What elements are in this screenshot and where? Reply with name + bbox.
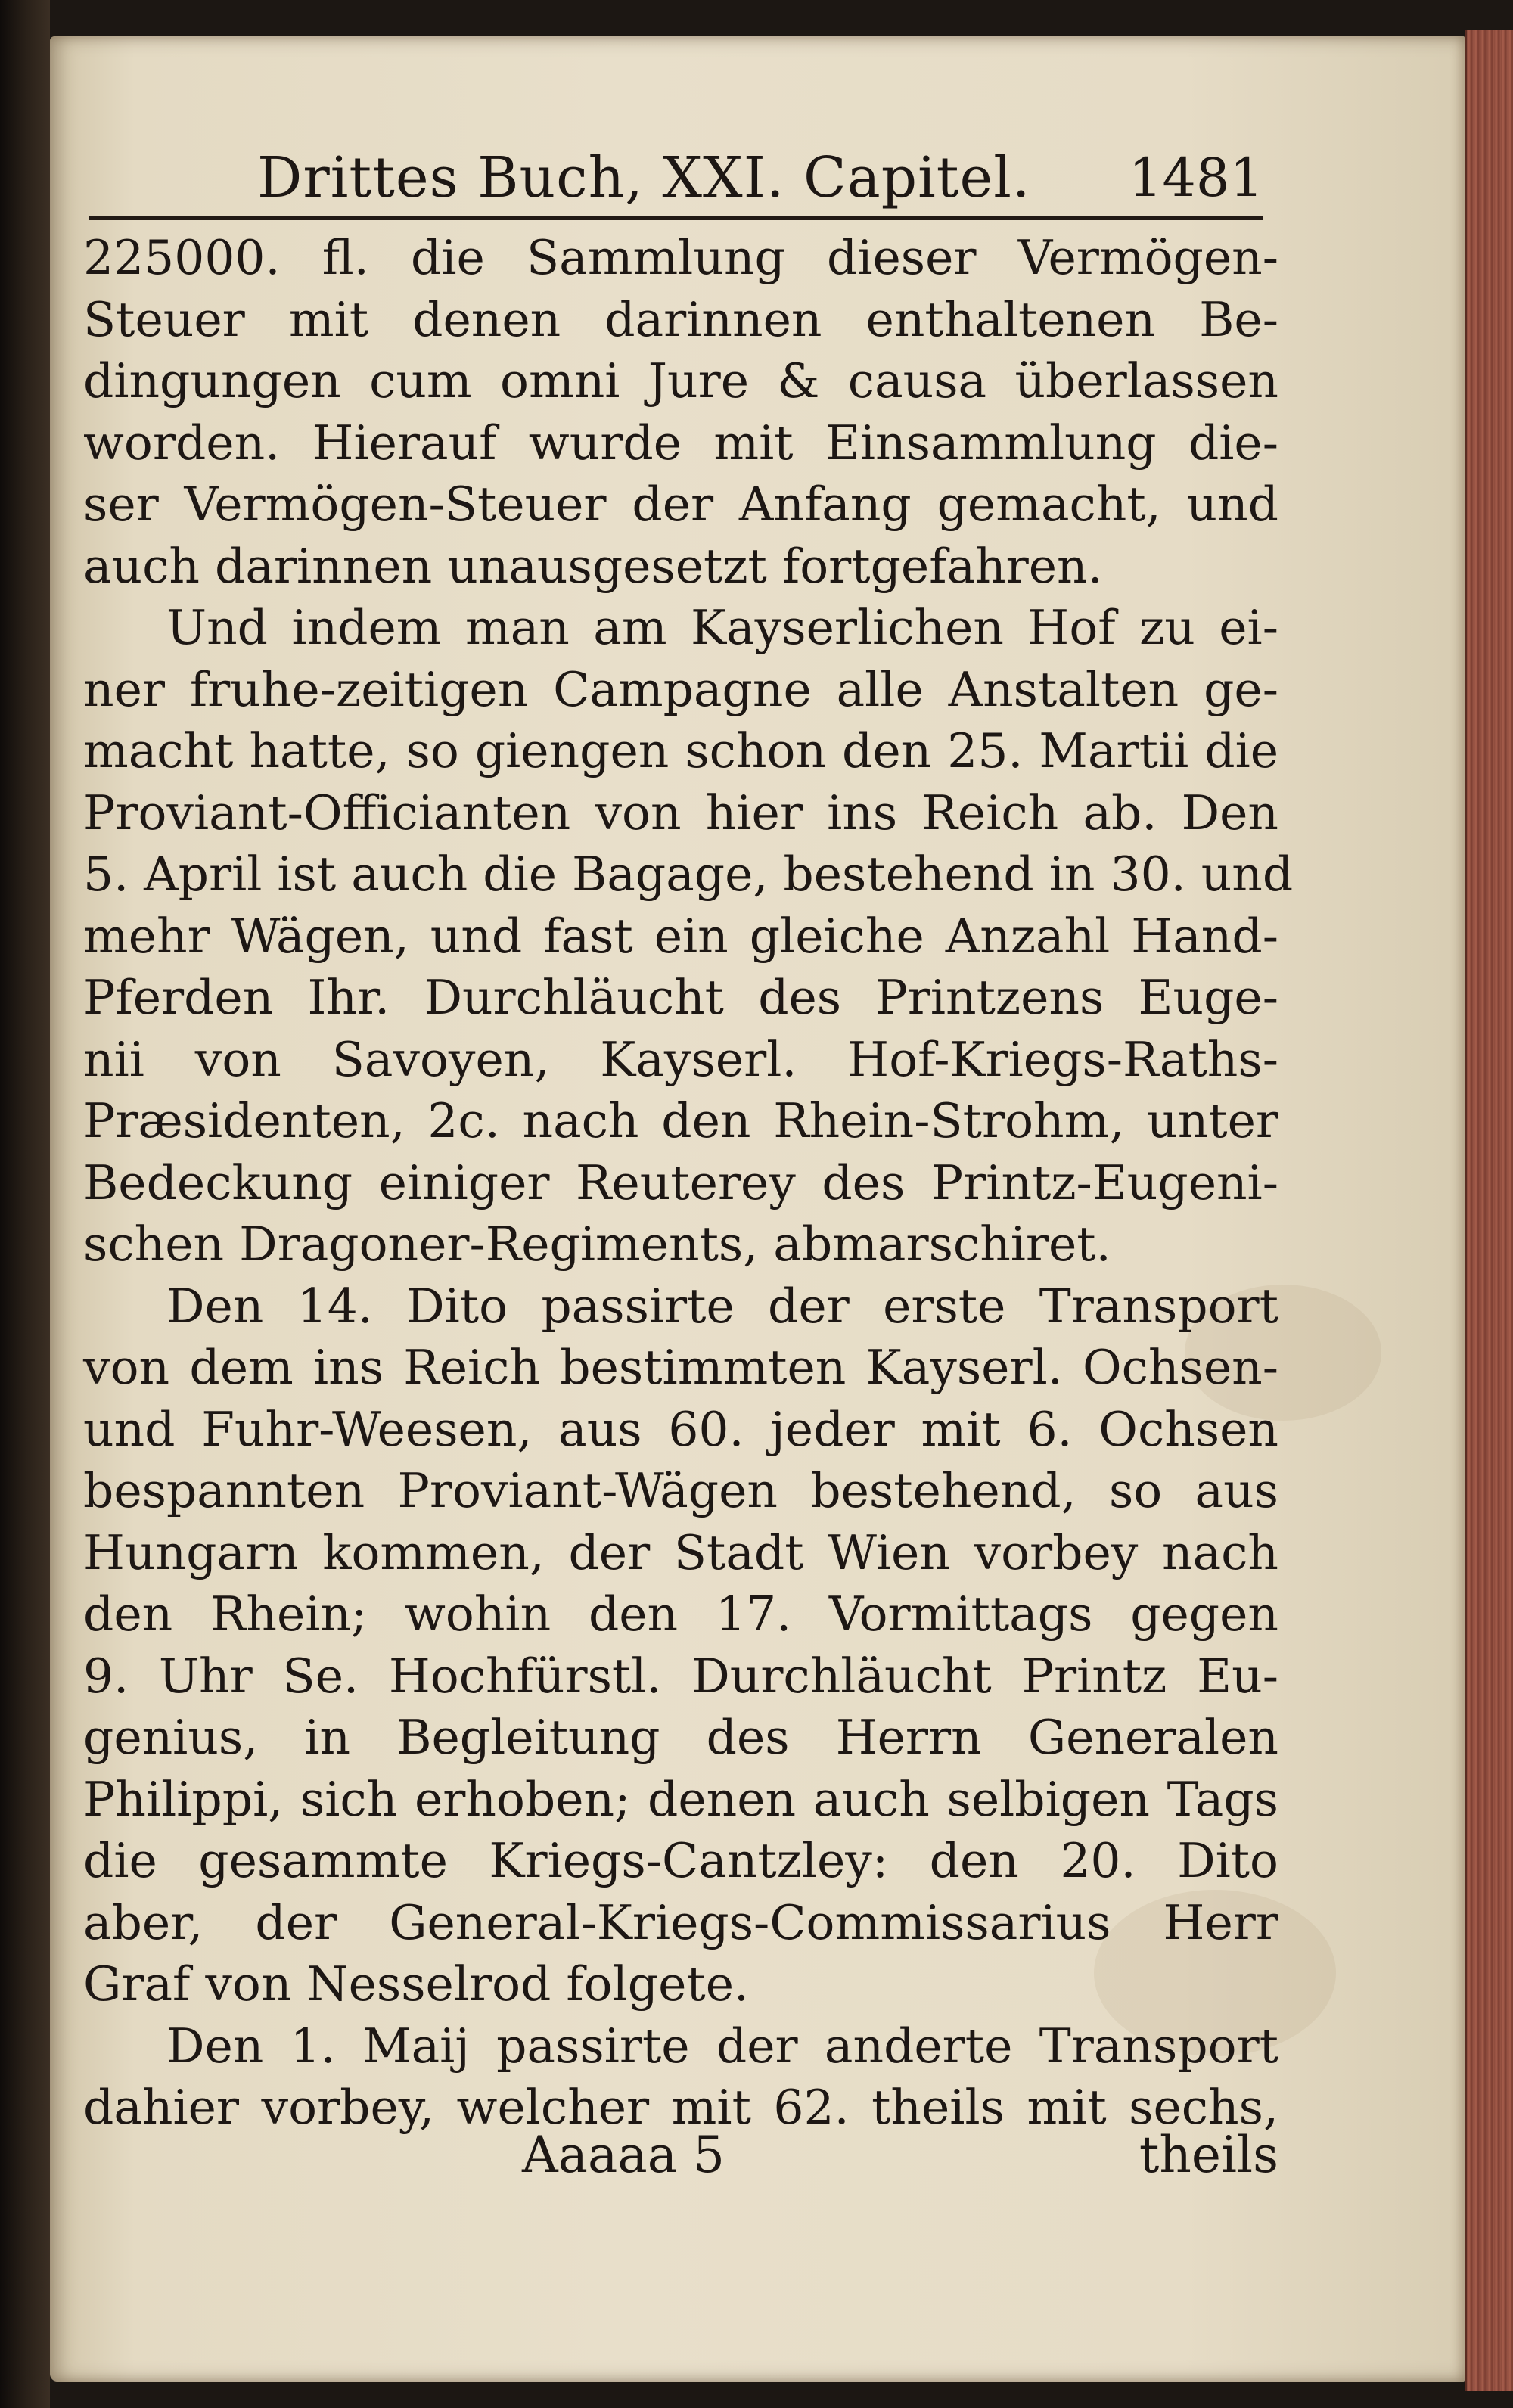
text-line: macht hatte, so giengen schon den 25. Martii die [83,723,1278,778]
text-line: Philippi, sich erhoben; denen auch selbigen Tags [83,1771,1278,1827]
page-edges [1465,30,1513,2391]
text-line: bespannten Proviant-Wägen bestehend, so aus [83,1463,1278,1518]
running-head [83,140,1263,216]
text-line: den Rhein; wohin den 17. Vormittags gegen [83,1586,1278,1642]
text-line: Den 1. Maij passirte der anderte Transport [166,2018,1278,2074]
text-line: Bedeckung einiger Reuterey des Printz-Eugeni- [83,1154,1278,1210]
text-line: auch darinnen unausgesetzt fortgefahren. [83,538,1103,594]
text-line: mehr Wägen, und fast ein gleiche Anzahl Hand- [83,908,1278,964]
text-line: ser Vermögen-Steuer der Anfang gemacht, und [83,477,1278,532]
text-line: Den 14. Dito passirte der erste Transport [166,1278,1278,1334]
text-line: Præsidenten, 2c. nach den Rhein-Strohm, unter [83,1093,1278,1148]
text-line: Proviant-Officianten von hier ins Reich ab. Den [83,785,1278,840]
body-text [83,227,1294,2139]
text-line: dahier vorbey, welcher mit 62. theils mit sechs, [83,2080,1278,2135]
signature-mark: Aaaaa 5 [522,2126,725,2184]
header-rule [89,216,1263,220]
text-line: 225000. fl. die Sammlung dieser Vermögen- [83,230,1278,285]
text-line: nii von Savoyen, Kayserl. Hof-Kriegs-Raths- [83,1031,1278,1087]
text-line: Hungarn kommen, der Stadt Wien vorbey nach [83,1524,1278,1580]
text-line: dingungen cum omni Jure & causa überlassen [83,353,1278,409]
running-head-title: Drittes Buch, XXI. Capitel. [257,145,1031,210]
text-line: 9. Uhr Se. Hochfürstl. Durchläucht Printz Eu- [83,1648,1278,1704]
text-line: von dem ins Reich bestimmten Kayserl. Ochsen- [83,1340,1278,1395]
text-line: Graf von Nesselrod folgete. [83,1956,750,2012]
page-number: 1481 [1128,147,1263,209]
page-footer [83,2121,1278,2189]
text-line: aber, der General-Kriegs-Commissarius Herr [83,1894,1278,1950]
catchword: theils [1139,2126,1278,2184]
text-line: die gesammte Kriegs-Cantzley: den 20. Dito [83,1833,1278,1888]
text-line: 5. April ist auch die Bagage, bestehend in 30. und [83,847,1294,902]
text-line: und Fuhr-Weesen, aus 60. jeder mit 6. Ochsen [83,1401,1278,1457]
text-line: Und indem man am Kayserlichen Hof zu ei- [166,600,1278,655]
text-line: worden. Hierauf wurde mit Einsammlung die- [83,415,1278,471]
text-line: Steuer mit denen darinnen enthaltenen Be- [83,291,1278,347]
text-line: Pferden Ihr. Durchläucht des Printzens Euge- [83,970,1278,1025]
binding-edge [0,0,50,2408]
text-line: schen Dragoner-Regiments, abmarschiret. [83,1216,1111,1272]
text-line: ner fruhe-zeitigen Campagne alle Anstalten ge- [83,661,1278,717]
text-line: genius, in Begleitung des Herrn Generalen [83,1710,1278,1765]
